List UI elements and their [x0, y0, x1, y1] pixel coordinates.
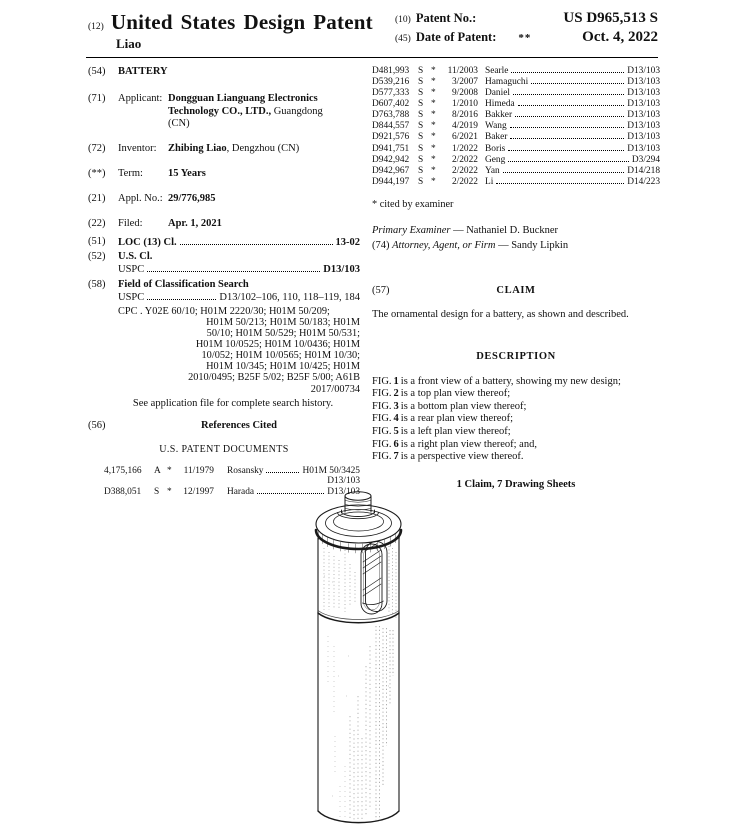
reference-row: D388,051 S * 12/1997 Harada D13/103 [104, 487, 360, 498]
left-column [88, 66, 360, 498]
reference-row: D844,557 S * 4/2019 Wang D13/103 [372, 121, 660, 132]
attorney-line: (74) Attorney, Agent, or Firm — Sandy Lipkin [372, 239, 569, 251]
search-history-note: See application file for complete search history. [132, 397, 334, 409]
references-heading: References Cited [201, 420, 277, 432]
dot-leader [513, 88, 624, 95]
dot-leader [496, 176, 624, 183]
reference-row: D763,788 S * 8/2016 Bakker D13/103 [372, 110, 660, 121]
field-72-inventor: (72) Inventor: Zhibing Liao, Dengzhou (CN) [88, 143, 300, 155]
reference-row: D607,402 S * 1/2010 Himeda D13/103 [372, 99, 660, 110]
kind-code: (12) [88, 22, 104, 32]
right-column [372, 66, 660, 492]
battery-figure [288, 486, 444, 838]
description-heading: DESCRIPTION [476, 350, 556, 362]
header-divider [86, 57, 658, 58]
dot-leader [147, 264, 320, 272]
figure-description: FIG. 5 is a left plan view thereof; [372, 426, 511, 438]
inventor-surname: Liao [116, 36, 142, 51]
reference-row: D942,942 S * 2/2022 Geng D3/294 [372, 154, 660, 165]
patent-date-label: Date of Patent: [415, 30, 497, 44]
field-22-filed: (22) Filed: Apr. 1, 2021 [88, 217, 222, 229]
reference-row: D944,197 S * 2/2022 Li D14/223 [372, 176, 660, 187]
dot-leader [531, 77, 624, 84]
claim-section-heading: (57) CLAIM [372, 285, 536, 297]
figure-description: FIG. 6 is a right plan view thereof; and, [372, 438, 537, 450]
field-51-loc-class: (51) LOC (13) Cl. 13-02 [88, 236, 360, 248]
header-left [88, 10, 373, 52]
figure-description: FIG. 4 is a rear plan view thereof; [372, 413, 514, 425]
dot-leader [147, 292, 216, 300]
dot-leader [503, 165, 625, 172]
field-58-classification-search: (58) Field of Classification Search USPC D13/102–106, 110, 118–119, 184 CPC . Y02E 60/10; H01M 2220/30; H01M 50/209; H01M 50/213; H01M 50/183; H01M 50/10; H01M 50/529; H01M 50/531; H01M 10/0525; H01M 10/0436; H01M 10/052; H01M 10/0565; H01M 10/30; H01M 10/345; H01M 10/425; H01M 2010/0495; B25F 5/02; B25F 5/00; A61B 2017/00734 See application file for complete search history. [88, 279, 360, 409]
figure-description-list [372, 376, 660, 464]
dot-leader [510, 121, 625, 128]
field-term: (**) Term: 15 Years [88, 167, 206, 179]
field-56-references: (56) References Cited [88, 420, 360, 442]
reference-row: D539,216 S * 3/2007 Hamaguchi D13/103 [372, 77, 660, 88]
dot-leader [515, 110, 624, 117]
dot-leader [180, 236, 333, 244]
cpc-classification-list: CPC . Y02E 60/10; H01M 2220/30; H01M 50/209; H01M 50/213; H01M 50/183; H01M 50/10; H01M 50/529; H01M 50/531; H01M 10/0525; H01M 10/0436; H01M 10/052; H01M 10/0565; H01M 10/30; H01M 10/345; H01M 10/425; H01M 2010/0495; B25F 5/02; B25F 5/00; A61B 2017/00734 [118, 305, 360, 395]
reference-row: D577,333 S * 9/2008 Daniel D13/103 [372, 88, 660, 99]
claim-text: The ornamental design for a battery, as shown and described. [372, 309, 629, 321]
patent-number-code: (10) [395, 15, 411, 25]
patent-number-value: US D965,513 S [563, 10, 658, 26]
field-21-appl-no: (21) Appl. No.: 29/776,985 [88, 192, 216, 204]
patent-date-value: Oct. 4, 2022 [582, 29, 658, 45]
patent-date-code: (45) [395, 34, 411, 44]
reference-row: D941,751 S * 1/2022 Boris D13/103 [372, 143, 660, 154]
reference-row: 4,175,166 A * 11/1979 Rosansky H01M 50/3425 [104, 465, 360, 476]
reference-class-continuation: D13/103 [327, 476, 360, 487]
figure-description: FIG. 7 is a perspective view thereof. [372, 451, 524, 463]
patent-number-label: Patent No.: [415, 11, 477, 25]
claims-sheets-note: 1 Claim, 7 Drawing Sheets [456, 478, 576, 490]
page-title: United States Design Patent [110, 10, 373, 34]
cited-by-examiner-note: * cited by examiner [372, 199, 454, 211]
dot-leader [511, 66, 624, 73]
term-stars: ** [518, 32, 532, 44]
field-54-title: (54) BATTERY [88, 66, 168, 77]
us-references-right [372, 66, 660, 187]
reference-row: D481,993 S * 11/2003 Searle D13/103 [372, 66, 660, 77]
header [88, 10, 658, 52]
us-patent-documents-heading: U.S. PATENT DOCUMENTS [159, 444, 289, 456]
figure-description: FIG. 2 is a top plan view thereof; [372, 388, 511, 400]
primary-examiner-line: Primary Examiner — Nathaniel D. Buckner [372, 224, 559, 236]
dot-leader [508, 143, 624, 150]
figure-description: FIG. 3 is a bottom plan view thereof; [372, 400, 527, 412]
dot-leader [266, 465, 299, 472]
dot-leader [508, 154, 629, 161]
figure-description: FIG. 1 is a front view of a battery, showing my new design; [372, 375, 621, 387]
reference-row: D942,967 S * 2/2022 Yan D14/218 [372, 165, 660, 176]
dot-leader [518, 99, 625, 106]
header-right [395, 10, 658, 52]
dot-leader [510, 132, 624, 139]
field-71-applicant: (71) Applicant: Dongguan Lianguang Electronics Technology CO., LTD., Guangdong (CN) [88, 92, 323, 130]
invention-title: BATTERY [118, 66, 168, 77]
reference-row: D921,576 S * 6/2021 Baker D13/103 [372, 132, 660, 143]
field-52-us-class: (52) U.S. Cl. USPC D13/103 [88, 251, 360, 276]
